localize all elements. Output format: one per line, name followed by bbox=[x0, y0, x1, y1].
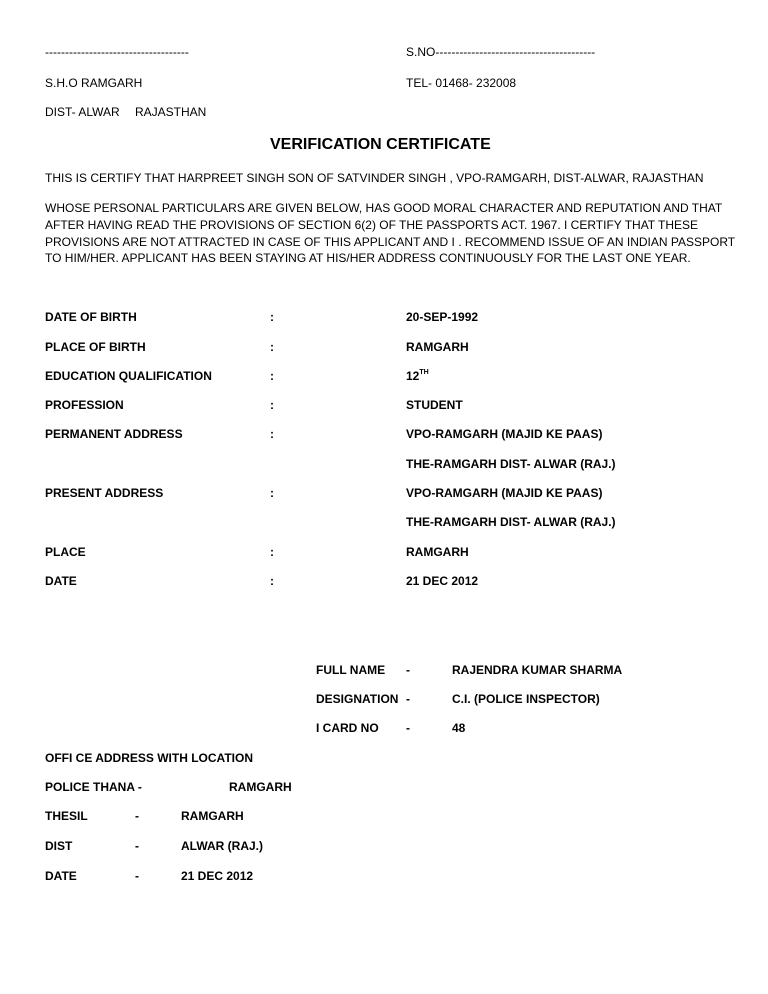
dash: - bbox=[135, 869, 139, 883]
district: DIST- ALWAR bbox=[45, 105, 120, 119]
permanent-address-line1: VPO-RAMGARH (MAJID KE PAAS) bbox=[406, 427, 603, 441]
place-value: RAMGARH bbox=[406, 545, 469, 559]
office-dist-label: DIST bbox=[45, 839, 73, 853]
dob-value: 20-SEP-1992 bbox=[406, 310, 479, 324]
date-label: DATE bbox=[45, 574, 77, 588]
education-value bbox=[406, 369, 429, 384]
office-address-heading: OFFI CE ADDRESS WITH LOCATION bbox=[45, 751, 253, 765]
education-superscript: TH bbox=[419, 369, 429, 376]
designation-label: DESIGNATION bbox=[316, 692, 399, 706]
place-label: PLACE bbox=[45, 545, 86, 559]
dash: - bbox=[135, 839, 139, 853]
certification-paragraph: WHOSE PERSONAL PARTICULARS ARE GIVEN BELOW, HAS GOOD MORAL CHARACTER AND REPUTATION AND THAT AFTER HAVING READ THE PROVISIONS OF SECTION 6(2) OF THE PASSPORTS ACT. 1967. I CERTIFY THAT THESE PROVISIONS ARE NOT ATTRACTED IN CASE OF THIS APPLICANT AND I . RECOMMEND ISSUE OF AN INDIAN PASSPORT TO HIM/HER. APPLICANT HAS BEEN STAYING AT HIS/HER ADDRESS CONTINUOUSLY FOR THE LAST ONE YEAR. bbox=[45, 201, 735, 266]
designation-value: C.I. (POLICE INSPECTOR) bbox=[452, 692, 600, 706]
education-grade: 12 bbox=[406, 369, 420, 383]
header-dash-line: ------------------------------------ bbox=[45, 45, 189, 59]
icard-label: I CARD NO bbox=[316, 721, 379, 735]
police-thana-value: RAMGARH bbox=[229, 780, 292, 794]
sho-ramgarh: S.H.O RAMGARH bbox=[45, 76, 143, 90]
present-address-line1: VPO-RAMGARH (MAJID KE PAAS) bbox=[406, 486, 603, 500]
officer-name-label: FULL NAME bbox=[316, 663, 386, 677]
dob-label: DATE OF BIRTH bbox=[45, 310, 137, 324]
education-label: EDUCATION QUALIFICATION bbox=[45, 369, 212, 383]
office-dist-value: ALWAR (RAJ.) bbox=[181, 839, 263, 853]
thesil-value: RAMGARH bbox=[181, 809, 244, 823]
profession-label: PROFESSION bbox=[45, 398, 124, 412]
serial-number: S.NO---------------------------------------- bbox=[406, 45, 596, 59]
office-date-label: DATE bbox=[45, 869, 77, 883]
permanent-address-label: PERMANENT ADDRESS bbox=[45, 427, 183, 441]
colon: : bbox=[270, 340, 274, 354]
telephone: TEL- 01468- 232008 bbox=[406, 76, 517, 90]
icard-value: 48 bbox=[452, 721, 466, 735]
colon: : bbox=[270, 310, 274, 324]
dash: - bbox=[406, 721, 410, 735]
date-value: 21 DEC 2012 bbox=[406, 574, 479, 588]
police-thana-label: POLICE THANA - bbox=[45, 780, 142, 794]
colon: : bbox=[270, 574, 274, 588]
dash: - bbox=[406, 663, 410, 677]
document-title: VERIFICATION CERTIFICATE bbox=[270, 136, 491, 153]
permanent-address-line2: THE-RAMGARH DIST- ALWAR (RAJ.) bbox=[406, 457, 616, 471]
pob-label: PLACE OF BIRTH bbox=[45, 340, 146, 354]
colon: : bbox=[270, 369, 274, 383]
present-address-label: PRESENT ADDRESS bbox=[45, 486, 164, 500]
profession-value: STUDENT bbox=[406, 398, 463, 412]
thesil-label: THESIL bbox=[45, 809, 88, 823]
colon: : bbox=[270, 427, 274, 441]
dash: - bbox=[135, 809, 139, 823]
dash: - bbox=[406, 692, 410, 706]
colon: : bbox=[270, 486, 274, 500]
colon: : bbox=[270, 545, 274, 559]
pob-value: RAMGARH bbox=[406, 340, 469, 354]
certify-line: THIS IS CERTIFY THAT HARPREET SINGH SON OF SATVINDER SINGH , VPO-RAMGARH, DIST-ALWAR, RAJASTHAN bbox=[45, 171, 704, 185]
state: RAJASTHAN bbox=[135, 105, 207, 119]
office-date-value: 21 DEC 2012 bbox=[181, 869, 254, 883]
officer-name-value: RAJENDRA KUMAR SHARMA bbox=[452, 663, 623, 677]
present-address-line2: THE-RAMGARH DIST- ALWAR (RAJ.) bbox=[406, 515, 616, 529]
colon: : bbox=[270, 398, 274, 412]
